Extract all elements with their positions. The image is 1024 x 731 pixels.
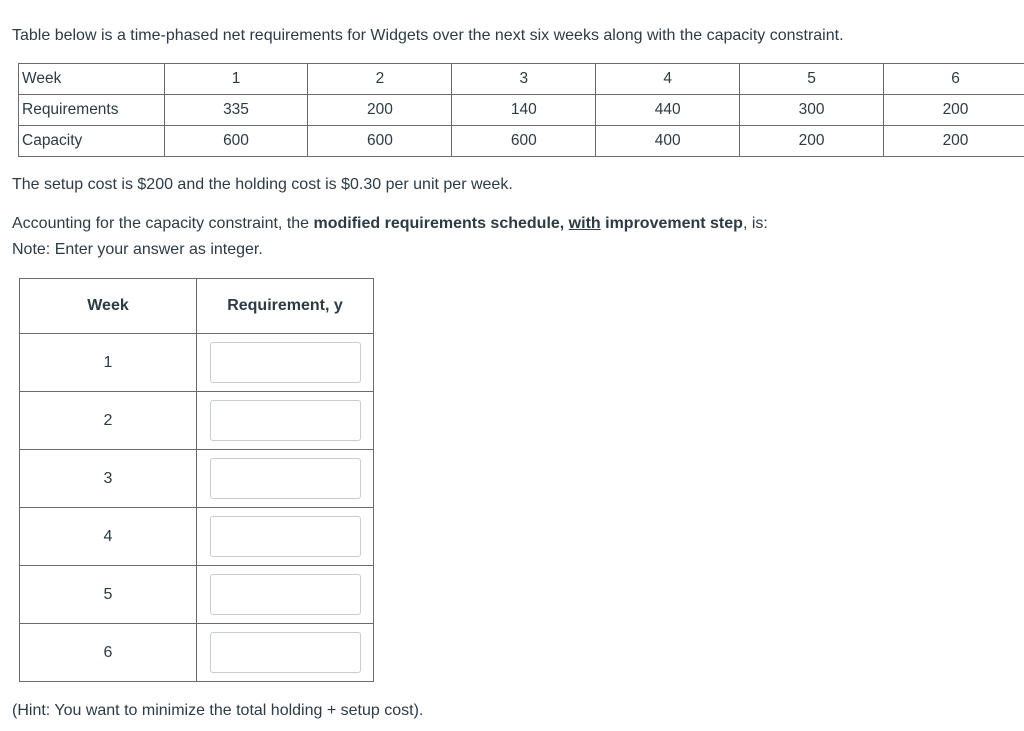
capacity-cell: 200 — [884, 126, 1024, 157]
note-text: Note: Enter your answer as integer. — [12, 241, 263, 258]
requirement-cell: 140 — [452, 95, 596, 126]
answer-row — [20, 508, 374, 566]
requirements-row — [19, 95, 1024, 126]
week-row — [19, 64, 1024, 95]
week-header-cell: 6 — [884, 64, 1024, 95]
answer-week-cell: 4 — [20, 508, 197, 566]
requirement-input-week-1[interactable] — [210, 342, 361, 383]
week-header-cell: 5 — [740, 64, 884, 95]
setup-cost-text: The setup cost is $200 and the holding cost is $0.30 per unit per week. — [12, 176, 513, 193]
requirement-input-week-2[interactable] — [210, 400, 361, 441]
question-suffix: , is: — [742, 215, 768, 232]
requirement-column-header: Requirement, y — [197, 279, 374, 334]
question-underlined-with: with — [568, 215, 601, 232]
answer-row — [20, 624, 374, 682]
capacity-cell: 600 — [452, 126, 596, 157]
answer-row — [20, 334, 374, 392]
answer-week-cell: 6 — [20, 624, 197, 682]
question-prefix: Accounting for the capacity constraint, the — [12, 215, 314, 232]
week-header-cell: 4 — [596, 64, 740, 95]
requirement-input-week-6[interactable] — [210, 632, 361, 673]
intro-text: Table below is a time-phased net requirements for Widgets over the next six weeks along with the capacity constraint. — [12, 27, 844, 44]
requirement-cell: 335 — [164, 95, 308, 126]
answer-input-cell — [197, 624, 374, 682]
capacity-cell: 600 — [164, 126, 308, 157]
week-header-cell: 3 — [452, 64, 596, 95]
answer-table — [19, 278, 374, 682]
requirement-input-week-5[interactable] — [210, 574, 361, 615]
answer-row — [20, 566, 374, 624]
capacity-row-label: Capacity — [19, 126, 165, 157]
answer-week-cell: 2 — [20, 392, 197, 450]
answer-week-cell: 1 — [20, 334, 197, 392]
requirement-cell: 300 — [740, 95, 884, 126]
requirement-input-week-3[interactable] — [210, 458, 361, 499]
answer-input-cell — [197, 508, 374, 566]
capacity-cell: 600 — [308, 126, 452, 157]
requirement-cell: 440 — [596, 95, 740, 126]
answer-week-cell: 3 — [20, 450, 197, 508]
question-bold-improvement: improvement step — [600, 215, 743, 232]
capacity-row — [19, 126, 1024, 157]
capacity-cell: 200 — [740, 126, 884, 157]
answer-row — [20, 392, 374, 450]
requirement-input-week-4[interactable] — [210, 516, 361, 557]
answer-row — [20, 450, 374, 508]
capacity-cell: 400 — [596, 126, 740, 157]
answer-input-cell — [197, 566, 374, 624]
question-text — [12, 213, 768, 235]
requirements-row-label: Requirements — [19, 95, 165, 126]
requirement-cell: 200 — [884, 95, 1024, 126]
answer-input-cell — [197, 392, 374, 450]
week-header-cell: 2 — [308, 64, 452, 95]
requirement-cell: 200 — [308, 95, 452, 126]
week-row-label: Week — [19, 64, 165, 95]
hint-text: (Hint: You want to minimize the total holding + setup cost). — [12, 702, 424, 719]
answer-input-cell — [197, 450, 374, 508]
question-bold-schedule: modified requirements schedule, — [313, 215, 569, 232]
answer-header-row — [20, 279, 374, 334]
requirements-table — [18, 63, 1024, 157]
week-header-cell: 1 — [164, 64, 308, 95]
answer-input-cell — [197, 334, 374, 392]
answer-week-cell: 5 — [20, 566, 197, 624]
week-column-header: Week — [20, 279, 197, 334]
